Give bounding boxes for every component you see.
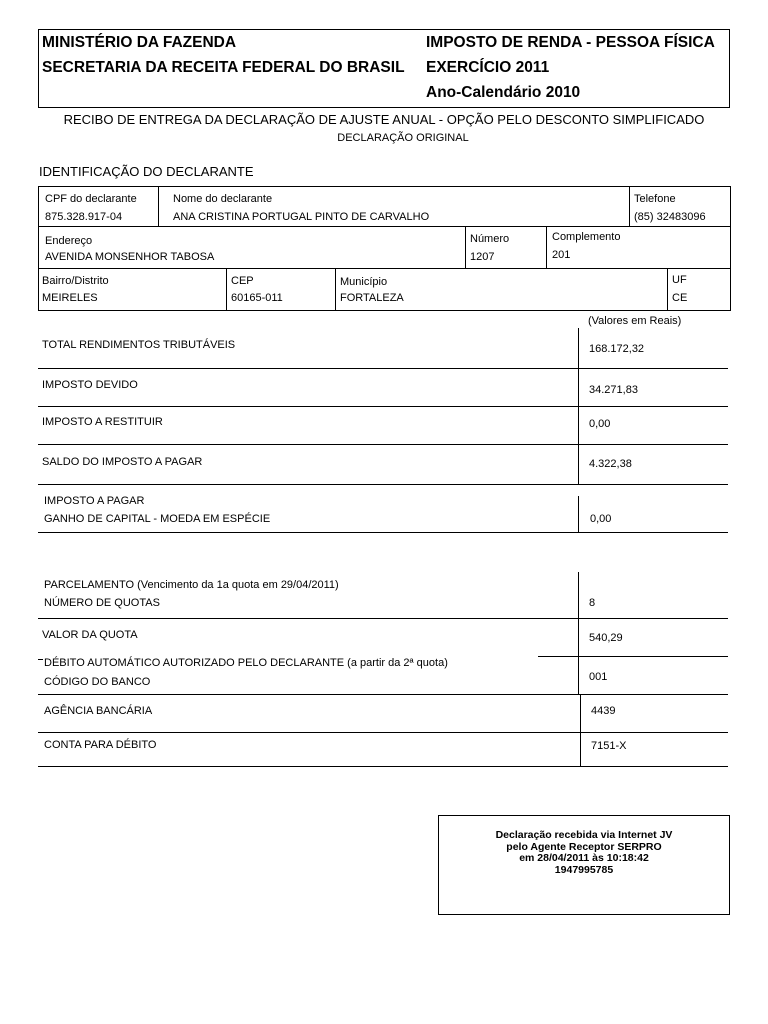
exercise-year: EXERCÍCIO 2011 xyxy=(426,59,550,76)
refund-value: 0,00 xyxy=(589,418,611,430)
account-label: CONTA PARA DÉBITO xyxy=(44,739,157,751)
uf-label: UF xyxy=(672,274,687,286)
capital-gain-label-1: IMPOSTO A PAGAR xyxy=(44,495,145,507)
installments-label-1: PARCELAMENTO (Vencimento da 1a quota em 29/04/2011) xyxy=(44,579,339,591)
balance-value: 4.322,38 xyxy=(589,458,632,470)
cpf-label: CPF do declarante xyxy=(45,193,137,205)
complement-value: 201 xyxy=(552,249,571,261)
capital-gain-value: 0,00 xyxy=(590,513,612,525)
agency-label: AGÊNCIA BANCÁRIA xyxy=(44,705,153,717)
uf-value: CE xyxy=(672,292,688,304)
account-value: 7151-X xyxy=(591,740,627,752)
quota-label: VALOR DA QUOTA xyxy=(42,629,138,641)
debit-authorization-label: DÉBITO AUTOMÁTICO AUTORIZADO PELO DECLARANTE (a partir da 2ª quota) xyxy=(44,657,448,669)
cep-value: 60165-011 xyxy=(231,292,283,304)
address-label: Endereço xyxy=(45,235,93,247)
city-value: FORTALEZA xyxy=(340,292,404,304)
declaration-type: DECLARAÇÃO ORIGINAL xyxy=(337,132,469,144)
stamp-line-2: pelo Agente Receptor SERPRO xyxy=(506,840,662,853)
tax-due-label: IMPOSTO DEVIDO xyxy=(42,379,138,391)
receipt-title: RECIBO DE ENTREGA DA DECLARAÇÃO DE AJUSTE ANUAL - OPÇÃO PELO DESCONTO SIMPLIFICADO xyxy=(63,112,705,127)
quota-value: 540,29 xyxy=(589,632,623,644)
complement-label: Complemento xyxy=(552,231,621,243)
phone-label: Telefone xyxy=(634,193,676,205)
agency-value: 4439 xyxy=(591,705,616,717)
installments-label-2: NÚMERO DE QUOTAS xyxy=(44,597,160,609)
cep-label: CEP xyxy=(231,275,254,287)
values-note: (Valores em Reais) xyxy=(588,315,682,327)
stamp-line-4: 1947995785 xyxy=(554,863,614,876)
capital-gain-label-2: GANHO DE CAPITAL - MOEDA EM ESPÉCIE xyxy=(44,513,271,525)
total-income-label: TOTAL RENDIMENTOS TRIBUTÁVEIS xyxy=(42,339,236,351)
bank-code-label: CÓDIGO DO BANCO xyxy=(44,676,151,688)
phone-value: (85) 32483096 xyxy=(634,211,706,223)
stamp-line-3: em 28/04/2011 às 10:18:42 xyxy=(519,852,649,864)
city-label: Município xyxy=(340,276,388,288)
installments-count-value: 8 xyxy=(589,597,596,609)
number-value: 1207 xyxy=(470,251,495,263)
stamp-line-1: Declaração recebida via Internet JV xyxy=(495,829,673,841)
secretariat-name: SECRETARIA DA RECEITA FEDERAL DO BRASIL xyxy=(42,59,405,76)
tax-due-value: 34.271,83 xyxy=(589,384,638,396)
identification-section-title: IDENTIFICAÇÃO DO DECLARANTE xyxy=(39,164,254,179)
cpf-value: 875.328.917-04 xyxy=(45,211,123,223)
refund-label: IMPOSTO A RESTITUIR xyxy=(42,416,163,428)
ministry-name: MINISTÉRIO DA FAZENDA xyxy=(42,34,237,51)
name-value: ANA CRISTINA PORTUGAL PINTO DE CARVALHO xyxy=(173,211,430,223)
district-label: Bairro/Distrito xyxy=(42,275,109,287)
total-income-value: 168.172,32 xyxy=(589,343,645,355)
bank-code-value: 001 xyxy=(589,671,608,683)
tax-title: IMPOSTO DE RENDA - PESSOA FÍSICA xyxy=(426,34,715,51)
balance-label: SALDO DO IMPOSTO A PAGAR xyxy=(42,456,203,468)
calendar-year: Ano-Calendário 2010 xyxy=(426,84,581,101)
name-label: Nome do declarante xyxy=(173,193,273,205)
district-value: MEIRELES xyxy=(42,292,98,304)
number-label: Número xyxy=(470,233,510,245)
receipt-stamp xyxy=(438,815,730,915)
address-value: AVENIDA MONSENHOR TABOSA xyxy=(45,251,215,263)
